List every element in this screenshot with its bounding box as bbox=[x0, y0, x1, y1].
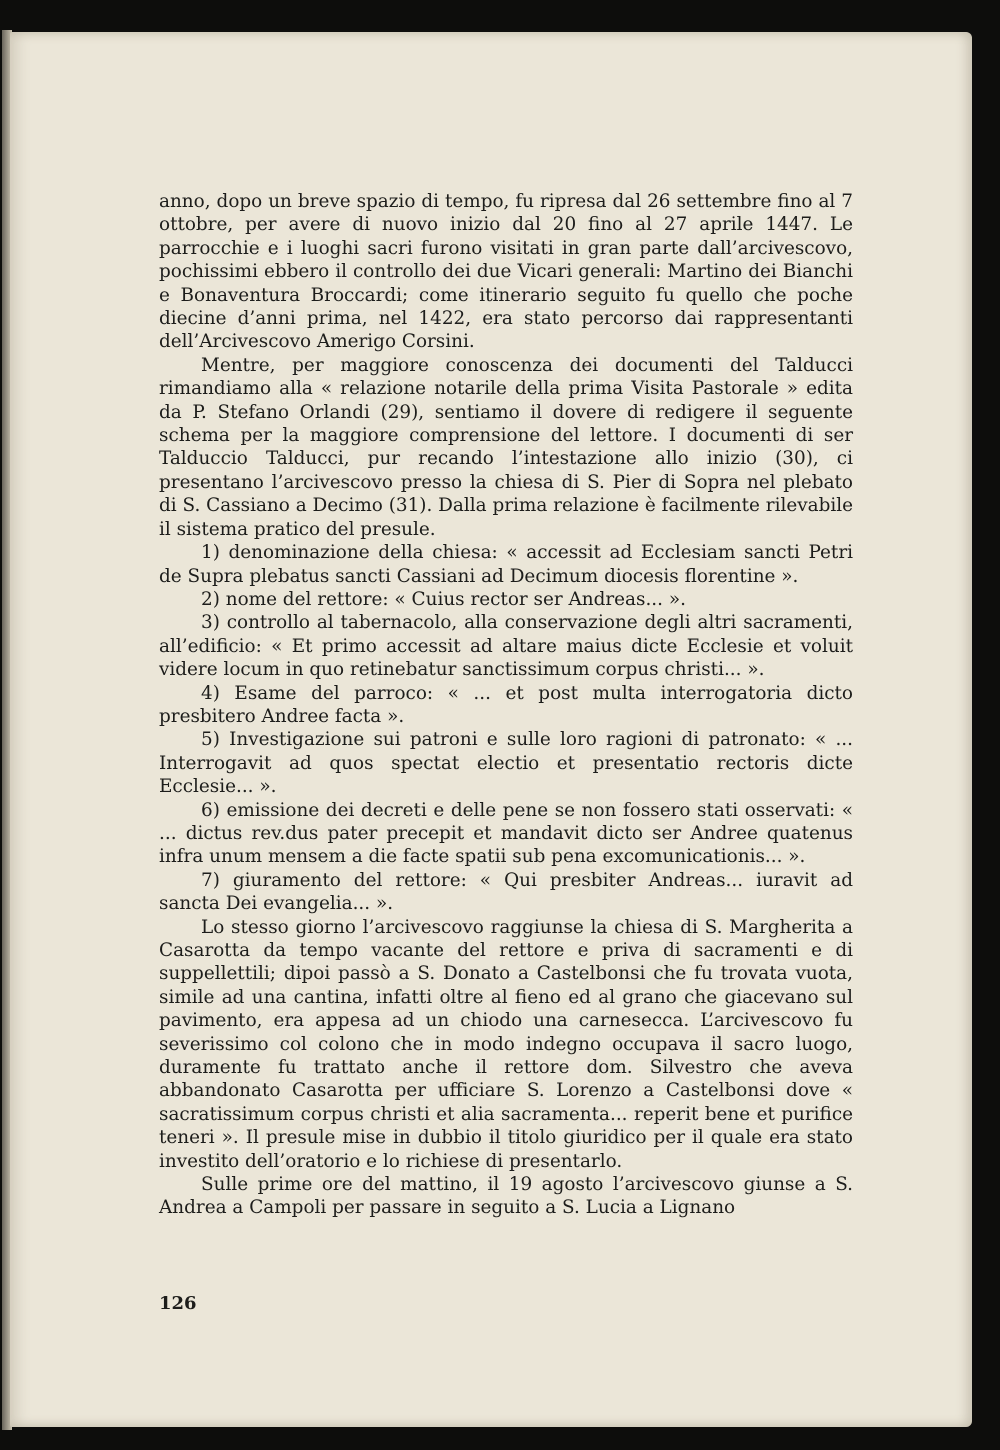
page-number: 126 bbox=[159, 1293, 197, 1314]
paragraph-casarotta: Lo stesso giorno l’arcivescovo raggiunse la chiesa di S. Margherita a Casarotta da tempo vacante del rettore e priva di sacramenti e di suppellettili; dipoi passò a S. Donato a Castelbonsi che fu trovata vuota, simile ad una cantina, infatti oltre al fieno ed al grano che giacevano sul pavimento, era appesa ad un chiodo una carnesecca. L’arcivescovo fu severissimo col colono che in modo indegno occupava il sacro luogo, duramente fu trattato anche il rettore dom. Silvestro che aveva abbandonato Casarotta per ufficiare S. Lorenzo a Castelbonsi dove « sacratissimum corpus christi et alia sacramenta... reperit bene et purifice teneri ». Il presule mise in dubbio il titolo giuridico per il quale era stato investito dell’oratorio e lo richiese di presentarlo. bbox=[159, 916, 853, 1172]
schema-item-6: 6) emissione dei decreti e delle pene se non fossero stati osservati: « ... dictus rev.dus pater precepit et mandavit dicto ser Andree quatenus infra unum mensem a die facte spatii sub pena excomunicationis... ». bbox=[159, 799, 853, 868]
schema-item-1: 1) denominazione della chiesa: « accessit ad Ecclesiam sancti Petri de Supra plebatus sancti Cassiani ad Decimum diocesis florentine ». bbox=[159, 542, 853, 587]
paragraph-campoli: Sulle prime ore del mattino, il 19 agosto l’arcivescovo giunse a S. Andrea a Campoli per passare in seguito a S. Lucia a Lignano bbox=[159, 1174, 853, 1219]
body-text bbox=[159, 190, 853, 1220]
paragraph-continuation: anno, dopo un breve spazio di tempo, fu ripresa dal 26 settembre fino al 7 ottobre, per avere di nuovo inizio dal 20 fino al 27 aprile 1447. Le parrocchie e i luoghi sacri furono visitati in gran parte dall’arcivescovo, pochissimi ebbero il controllo dei due Vicari generali: Martino dei Bianchi e Bonaventura Broccardi; come itinerario seguito fu quello che poche diecine d’anni prima, nel 1422, era stato percorso dai rappresentanti dell’Arcivescovo Amerigo Corsini. bbox=[159, 191, 853, 353]
schema-item-3: 3) controllo al tabernacolo, alla conservazione degli altri sacramenti, all’edificio: « Et primo accessit ad altare maius dicte Ecclesie et voluit videre locum in quo retinebatur sanctissimum corpus christi... ». bbox=[159, 612, 853, 681]
schema-item-2: 2) nome del rettore: « Cuius rector ser Andreas... ». bbox=[201, 588, 686, 610]
schema-item-4: 4) Esame del parroco: « ... et post multa interrogatoria dicto presbitero Andree facta ». bbox=[159, 682, 853, 727]
schema-item-5: 5) Investigazione sui patroni e sulle loro ragioni di patronato: « ... Interrogavit ad quos spectat electio et presentatio rectoris dicte Ecclesie... ». bbox=[159, 729, 853, 798]
paragraph-talducci-documents: Mentre, per maggiore conoscenza dei documenti del Talducci rimandiamo alla « relazione notarile della prima Visita Pastorale » edita da P. Stefano Orlandi (29), sentiamo il dovere di redigere il seguente schema per la maggiore comprensione del lettore. I documenti di ser Talduccio Talducci, pur recando l’intestazione allo inizio (30), ci presentano l’arcivescovo presso la chiesa di S. Pier di Sopra nel plebato di S. Cassiano a Decimo (31). Dalla prima relazione è facilmente rilevabile il sistema pratico del presule. bbox=[159, 354, 853, 540]
schema-item-7: 7) giuramento del rettore: « Qui presbiter Andreas... iuravit ad sancta Dei evangelia... ». bbox=[159, 869, 853, 915]
